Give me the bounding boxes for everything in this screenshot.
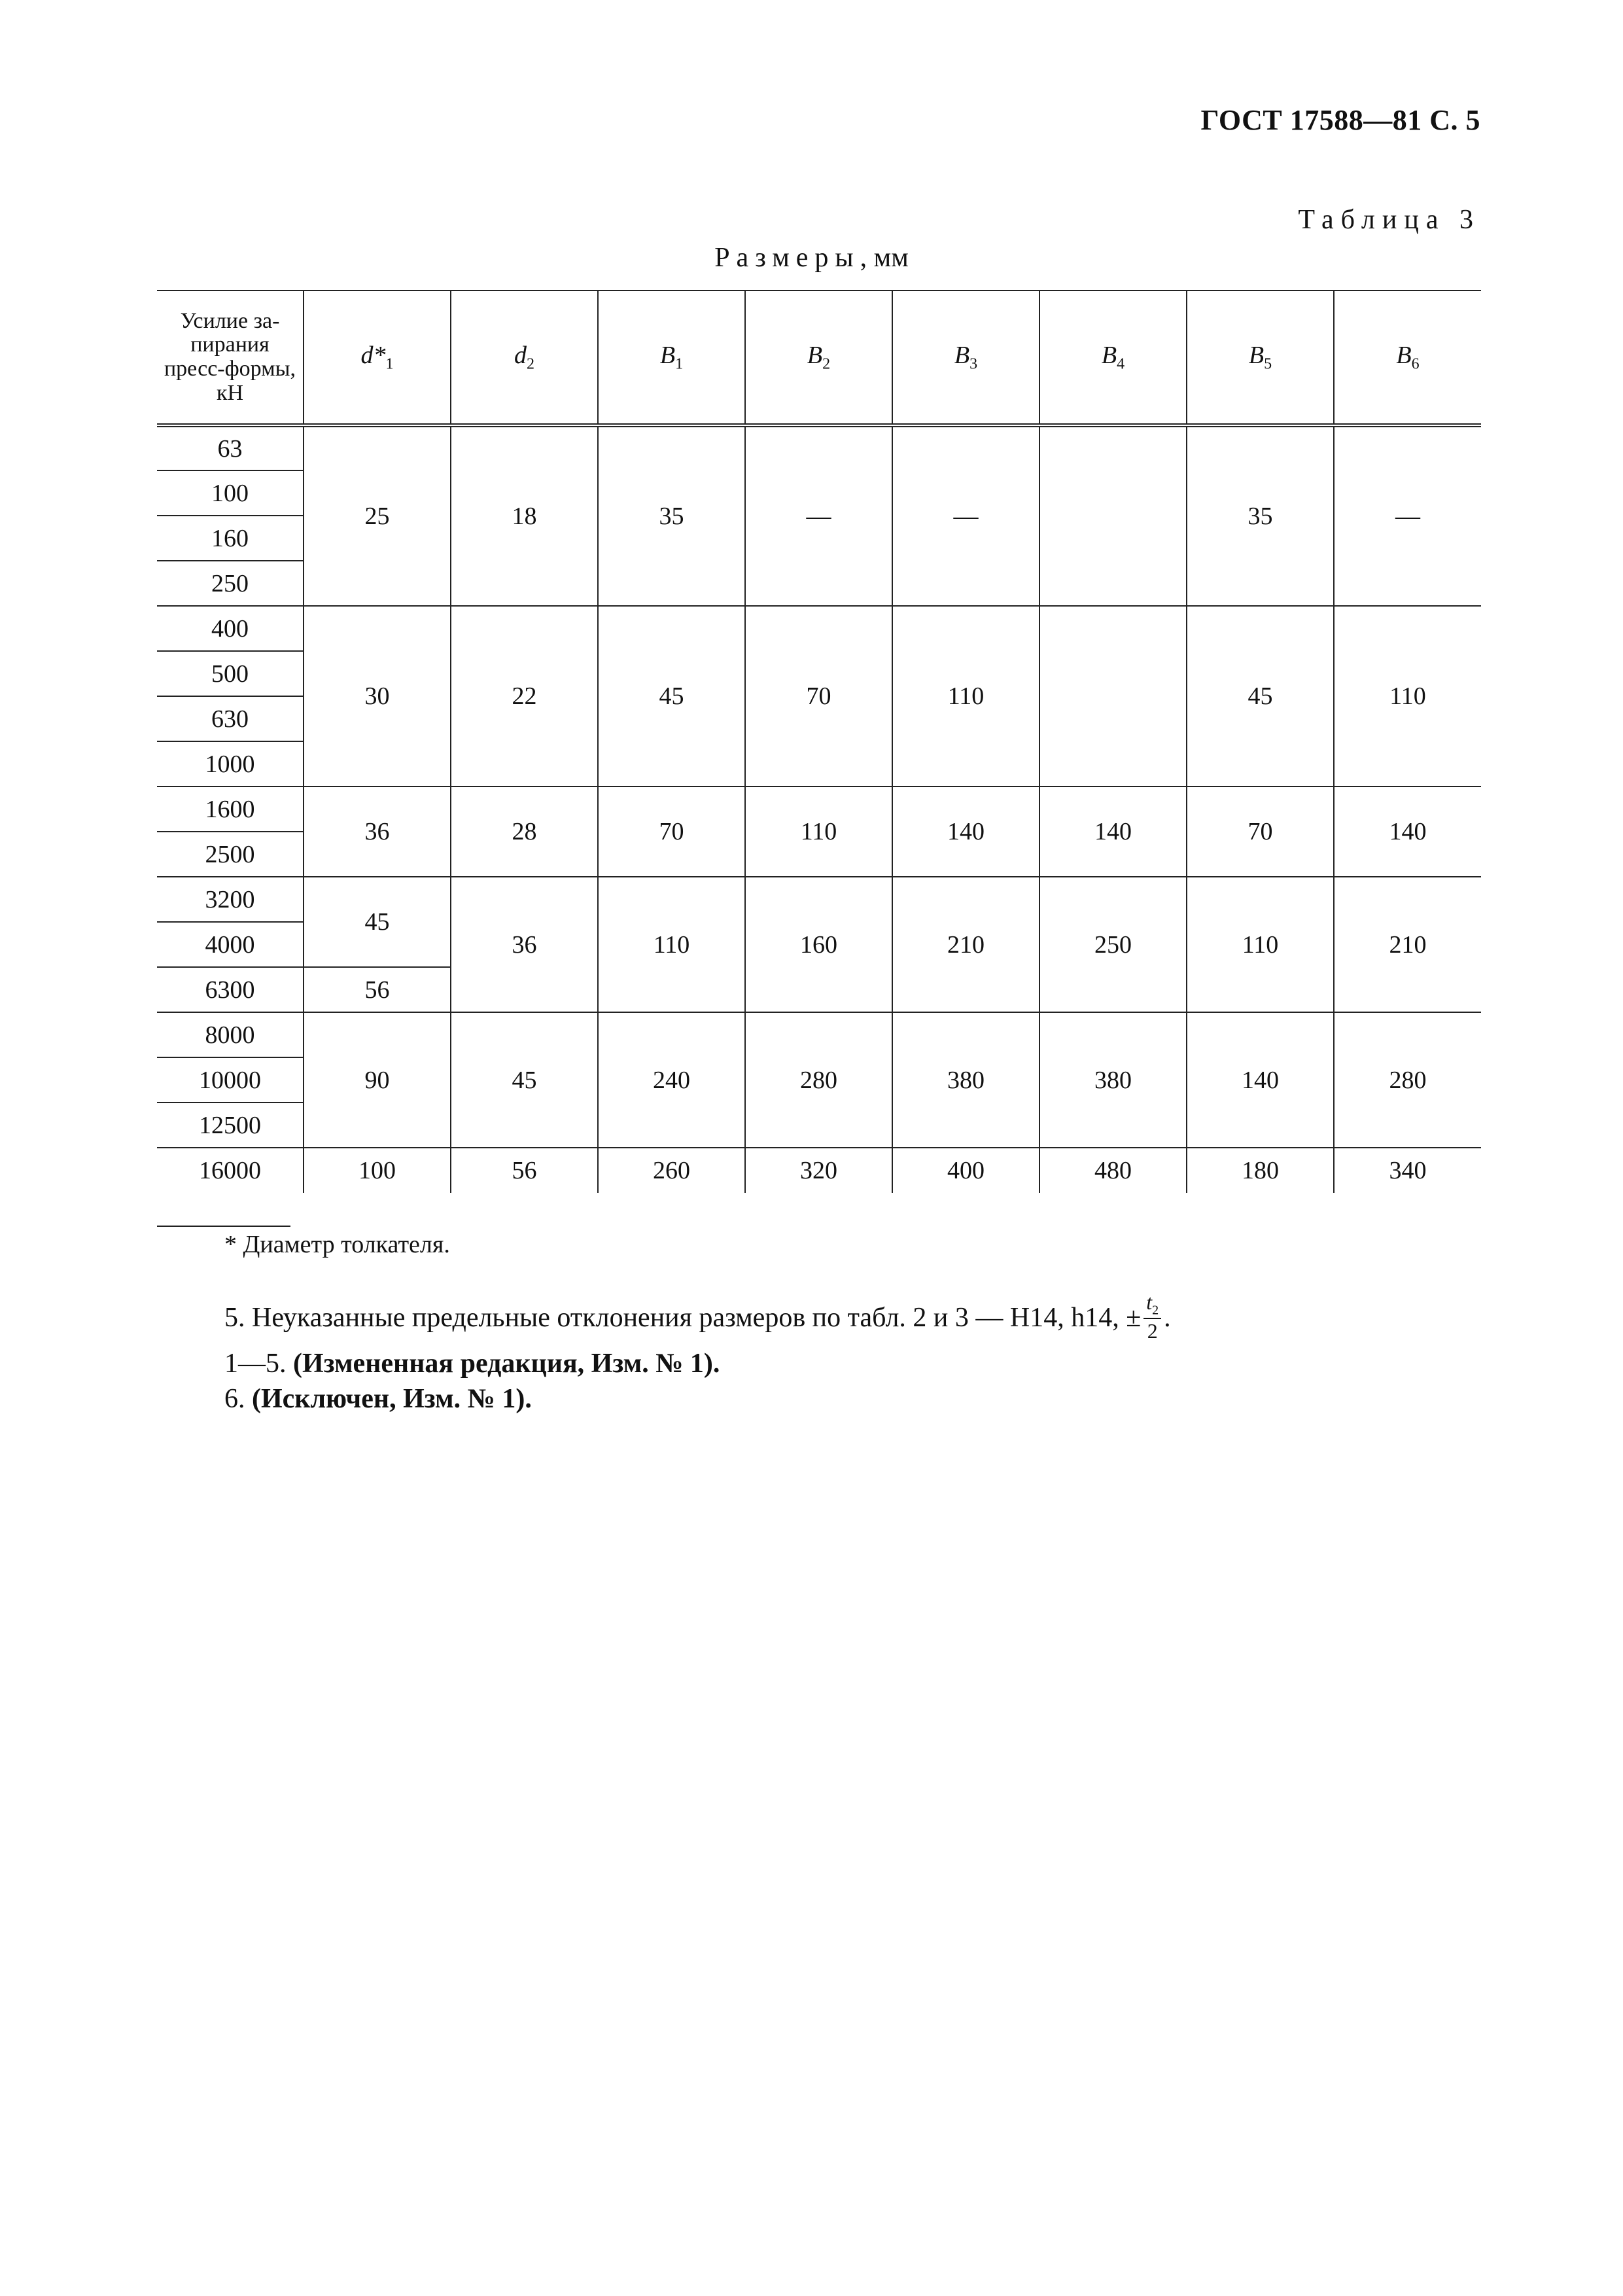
note-5-text: 5. Неуказанные предельные отклонения размеров по табл. 2 и 3 — Н14, h14, ±	[224, 1303, 1142, 1333]
note-5	[224, 1290, 1171, 1343]
force-cell: 2500	[157, 832, 304, 877]
cell-b3: 400	[892, 1148, 1039, 1193]
cell-b2: 70	[745, 606, 892, 786]
cell-b2: 320	[745, 1148, 892, 1193]
force-cell: 500	[157, 651, 304, 696]
table-row	[157, 877, 1481, 922]
cell-b4: 380	[1039, 1012, 1187, 1148]
dimensions-table	[157, 290, 1481, 1193]
cell-b3: 140	[892, 786, 1039, 877]
force-cell: 160	[157, 516, 304, 561]
footnote-rule	[157, 1226, 290, 1227]
fraction-numerator: $t_2$	[1143, 1292, 1161, 1319]
edit-note-6-prefix: 6.	[224, 1384, 252, 1414]
table-header-row	[157, 291, 1481, 425]
header-b6: $B_6$	[1334, 291, 1481, 425]
force-cell: 100	[157, 470, 304, 516]
header-b3: $B_3$	[892, 291, 1039, 425]
edit-note-1-5-text: (Измененная редакция, Изм. № 1).	[293, 1349, 720, 1379]
header-d2: $d_2$	[451, 291, 598, 425]
cell-b5: 110	[1187, 877, 1334, 1012]
cell-d1: 36	[304, 786, 451, 877]
cell-b5: 35	[1187, 425, 1334, 606]
cell-b1: 260	[598, 1148, 745, 1193]
cell-b5: 45	[1187, 606, 1334, 786]
cell-b2: 110	[745, 786, 892, 877]
table-row	[157, 425, 1481, 470]
cell-b6: 140	[1334, 786, 1481, 877]
edit-note-6	[224, 1383, 532, 1415]
cell-d2: 56	[451, 1148, 598, 1193]
force-cell: 63	[157, 425, 304, 470]
force-cell: 3200	[157, 877, 304, 922]
cell-d1: 30	[304, 606, 451, 786]
cell-d1: 56	[304, 967, 451, 1012]
cell-b1: 45	[598, 606, 745, 786]
table-row	[157, 606, 1481, 651]
cell-d2: 45	[451, 1012, 598, 1148]
cell-b4: 480	[1039, 1148, 1187, 1193]
table-row	[157, 1148, 1481, 1193]
cell-b1: 70	[598, 786, 745, 877]
force-cell: 6300	[157, 967, 304, 1012]
cell-b2: 160	[745, 877, 892, 1012]
cell-b6: 280	[1334, 1012, 1481, 1148]
header-b5: $B_5$	[1187, 291, 1334, 425]
cell-b1: 110	[598, 877, 745, 1012]
table-row	[157, 1012, 1481, 1057]
cell-d2: 18	[451, 425, 598, 606]
cell-b3: 210	[892, 877, 1039, 1012]
cell-b3: —	[892, 425, 1039, 606]
table-row	[157, 786, 1481, 832]
cell-d1: 90	[304, 1012, 451, 1148]
cell-b5: 180	[1187, 1148, 1334, 1193]
force-cell: 1600	[157, 786, 304, 832]
cell-d1: 45	[304, 877, 451, 967]
cell-d2: 22	[451, 606, 598, 786]
header-force: Усилие за-пирания пресс-формы, кН	[157, 291, 304, 425]
cell-b4	[1039, 606, 1187, 786]
cell-b6: 210	[1334, 877, 1481, 1012]
cell-b3: 380	[892, 1012, 1039, 1148]
units-caption	[0, 242, 1623, 274]
edit-note-1-5	[224, 1348, 720, 1379]
cell-b1: 35	[598, 425, 745, 606]
cell-b5: 140	[1187, 1012, 1334, 1148]
fraction-denominator: 2	[1147, 1319, 1158, 1343]
cell-b6: —	[1334, 425, 1481, 606]
force-cell: 1000	[157, 741, 304, 786]
cell-b4: 140	[1039, 786, 1187, 877]
table-label: Таблица 3	[1298, 205, 1480, 235]
cell-b2: —	[745, 425, 892, 606]
cell-b4: 250	[1039, 877, 1187, 1012]
cell-d1: 25	[304, 425, 451, 606]
header-b2: $B_2$	[745, 291, 892, 425]
fraction-t2-over-2	[1143, 1292, 1161, 1341]
header-b1: $B_1$	[598, 291, 745, 425]
units-unit: , мм	[860, 243, 909, 273]
cell-b4	[1039, 425, 1187, 606]
force-cell: 250	[157, 561, 304, 606]
force-cell: 8000	[157, 1012, 304, 1057]
cell-b5: 70	[1187, 786, 1334, 877]
units-word: Размеры	[714, 243, 860, 273]
force-cell: 630	[157, 696, 304, 741]
cell-b1: 240	[598, 1012, 745, 1148]
cell-d2: 36	[451, 877, 598, 1012]
force-cell: 4000	[157, 922, 304, 967]
cell-d2: 28	[451, 786, 598, 877]
force-cell: 10000	[157, 1057, 304, 1103]
edit-note-1-5-prefix: 1—5.	[224, 1349, 293, 1379]
cell-b6: 340	[1334, 1148, 1481, 1193]
force-cell: 400	[157, 606, 304, 651]
cell-b6: 110	[1334, 606, 1481, 786]
header-b4: $B_4$	[1039, 291, 1187, 425]
header-d1: $d*_1$	[304, 291, 451, 425]
page-header: ГОСТ 17588—81 С. 5	[1200, 104, 1480, 136]
edit-note-6-text: (Исключен, Изм. № 1).	[252, 1384, 532, 1414]
force-cell: 12500	[157, 1103, 304, 1148]
force-cell: 16000	[157, 1148, 304, 1193]
cell-b3: 110	[892, 606, 1039, 786]
footnote: * Диаметр толкателя.	[224, 1231, 450, 1258]
cell-d1: 100	[304, 1148, 451, 1193]
note-5-end: .	[1164, 1303, 1171, 1333]
cell-b2: 280	[745, 1012, 892, 1148]
